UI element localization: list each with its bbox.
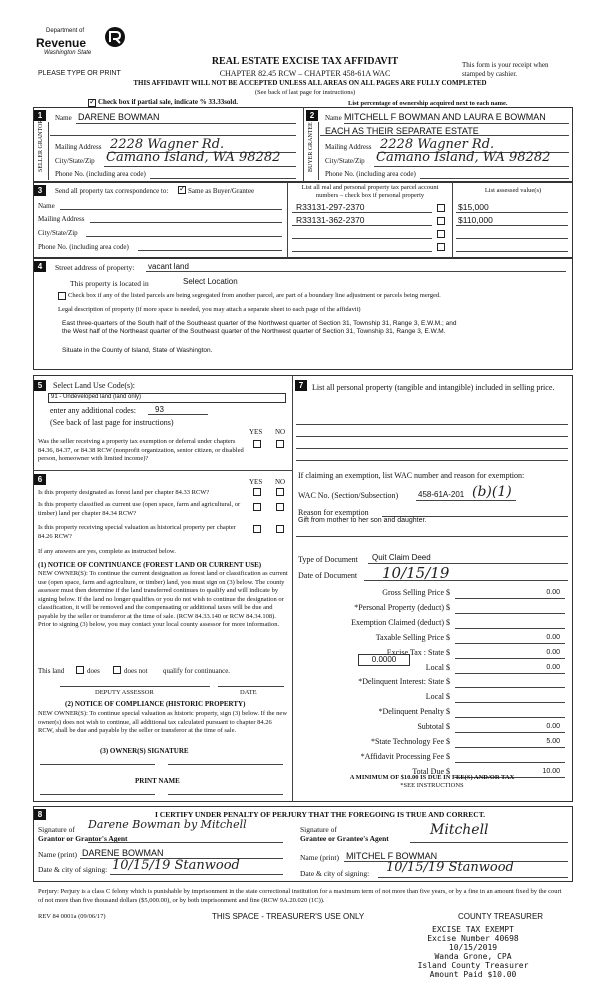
assessed-value[interactable]: $110,000 <box>458 215 493 225</box>
forest-yes-checkbox[interactable] <box>253 488 261 496</box>
segregated-checkbox[interactable] <box>58 292 66 300</box>
grantee-name[interactable]: MITCHEL F BOWMAN <box>346 851 438 861</box>
county-treasurer: COUNTY TREASURER <box>458 912 544 921</box>
legal-line-3[interactable]: Situate in the County of Island, State of Washington. <box>62 347 213 354</box>
form-chapter: CHAPTER 82.45 RCW – CHAPTER 458-61A WAC <box>219 69 391 78</box>
wac-number-label: WAC No. (Section/Subsection) <box>298 491 399 500</box>
corr-city-label: City/State/Zip <box>38 229 78 237</box>
fee-label: Exemption Claimed (deduct) $ <box>351 618 450 627</box>
located-label: This property is located in <box>70 279 149 288</box>
notice-compliance-text: NEW OWNER(S): To continue special valuation as historic property, sign (3) below. If the new owner(s) does not wish to continue, all additional tax calculated pursuant to chapter 84.26 RCW, shall be due and payable by the seller or transferor at the time of sale. <box>38 710 288 734</box>
fee-label: Local $ <box>425 692 450 701</box>
partial-sale-label: Check box if partial sale, indicate % 33.33sold. <box>98 98 239 106</box>
fee-label: *Delinquent Penalty $ <box>378 707 450 716</box>
grantor-name[interactable]: DARENE BOWMAN <box>82 848 164 858</box>
exemption-wac-label: If claiming an exemption, list WAC number and reason for exemption: <box>298 471 525 480</box>
form-warning: THIS AFFIDAVIT WILL NOT BE ACCEPTED UNLESS ALL AREAS ON ALL PAGES ARE FULLY COMPLETED <box>133 79 487 87</box>
type-or-print: PLEASE TYPE OR PRINT <box>38 70 121 77</box>
grantor-sig-label-1: Signature of <box>38 825 75 834</box>
section-2-badge: 2 <box>306 110 318 121</box>
land-use-label: Select Land Use Code(s): <box>53 381 135 390</box>
no-header: NO <box>275 428 286 436</box>
personal-property-checkbox[interactable] <box>437 204 445 212</box>
fee-label: Subtotal $ <box>417 722 450 731</box>
form-title: REAL ESTATE EXCISE TAX AFFIDAVIT <box>211 56 399 67</box>
does-label: does <box>87 667 100 675</box>
stamp-line: Amount Paid $10.00 <box>429 970 517 979</box>
current-use-yes-checkbox[interactable] <box>253 503 261 511</box>
grantee-date-label: Date & city of signing: <box>300 869 370 878</box>
corr-mailing-label: Mailing Address <box>38 215 85 223</box>
section-3-badge: 3 <box>34 185 46 196</box>
current-use-question: Is this property classified as current use (open space, farm and agricultural, or timber) land per chapter 84.34 RCW? <box>38 501 241 517</box>
corr-name-label: Name <box>38 202 55 210</box>
grantee-signature[interactable]: Mitchell <box>430 822 489 838</box>
current-use-no-checkbox[interactable] <box>276 503 284 511</box>
stamp-line: Wanda Grone, CPA <box>434 952 512 961</box>
revenue-logo-icon <box>104 26 126 48</box>
fee-value[interactable]: 0.00 <box>546 634 560 641</box>
parcel-header: List all real and personal property tax parcel account numbers – check box if personal property <box>301 184 439 199</box>
back-note: (See back of last page for instructions) <box>254 89 356 96</box>
yes-header: YES <box>249 428 263 436</box>
exemption-yes-checkbox[interactable] <box>253 440 261 448</box>
section-5-badge: 5 <box>34 380 46 391</box>
exemption-reason[interactable]: Gift from mother to her son and daughter. <box>298 517 427 524</box>
qualify-label: qualify for continuance. <box>163 667 231 675</box>
section-7-badge: 7 <box>295 380 307 391</box>
stamp-line: EXCISE TAX EXEMPT <box>432 925 514 934</box>
stamp-line: Island County Treasurer <box>417 961 529 970</box>
section-8-badge: 8 <box>34 809 46 820</box>
historic-no-checkbox[interactable] <box>276 525 284 533</box>
street-label: Street address of property: <box>55 263 135 272</box>
buyer-phone-label: Phone No. (including area code) <box>325 170 416 178</box>
buyer-city[interactable]: Camano Island, WA 98282 <box>376 150 551 165</box>
located-select[interactable]: Select Location <box>183 277 238 286</box>
this-land-label: This land <box>38 667 65 675</box>
fee-label: Local $ <box>425 663 450 672</box>
stamp-line: Excise Number 40698 <box>427 934 519 943</box>
parcel-number[interactable]: R33131-297-2370 <box>296 202 365 212</box>
certify-statement: I CERTIFY UNDER PENALTY OF PERJURY THAT THE FOREGOING IS TRUE AND CORRECT. <box>155 810 486 819</box>
legal-label: Legal description of property (if more space is needed, you may attach a separate sheet to each page of the affidavit) <box>58 306 361 313</box>
seller-mailing[interactable]: 2228 Wagner Rd. <box>110 137 225 152</box>
seller-name[interactable]: DARENE BOWMAN <box>78 112 160 122</box>
fee-value[interactable]: 10.00 <box>542 768 560 775</box>
fee-label: *Personal Property (deduct) $ <box>354 603 450 612</box>
dept-line: Department of <box>46 28 85 34</box>
fee-label: *Affidavit Processing Fee $ <box>360 752 450 761</box>
seller-mailing-label: Mailing Address <box>55 143 102 151</box>
personal-property-checkbox[interactable] <box>437 230 445 238</box>
fee-label: Taxable Selling Price $ <box>375 633 450 642</box>
doc-date[interactable]: 10/15/19 <box>382 564 450 582</box>
doc-type-label: Type of Document <box>298 555 358 564</box>
seller-name-label: Name <box>55 114 72 122</box>
fee-value[interactable]: 5.00 <box>546 738 560 745</box>
complete-note: If any answers are yes, complete as instructed below. <box>38 548 176 555</box>
print-name-label: PRINT NAME <box>135 777 180 785</box>
grantor-name-label: Name (print) <box>38 850 77 859</box>
receipt-note: This form is your receipt when stamped by cashier. <box>462 61 549 78</box>
notice-continuance-title: (1) NOTICE OF CONTINUANCE (FOREST LAND OR CURRENT USE) <box>38 561 262 569</box>
local-rate: 0.0000 <box>371 655 397 664</box>
buyer-name-label: Name <box>325 114 342 122</box>
grantor-signature[interactable]: Darene Bowman by Mitchell <box>88 818 247 831</box>
assessed-header: List assessed value(s) <box>484 187 542 194</box>
historic-yes-checkbox[interactable] <box>253 525 261 533</box>
grantor-sig-label-2: Grantor or Grantor's Agent <box>38 834 128 843</box>
partial-sale-checkbox[interactable]: ✓ <box>89 97 96 106</box>
section-4-badge: 4 <box>34 261 46 272</box>
wac-number[interactable]: 458-61A-201 <box>418 490 465 499</box>
parcel-number[interactable]: R33131-362-2370 <box>296 215 365 225</box>
does-checkbox[interactable] <box>76 666 84 674</box>
section-1-badge: 1 <box>34 110 46 121</box>
corr-phone-label: Phone No. (including area code) <box>38 243 129 251</box>
yes-header-6: YES <box>249 478 263 486</box>
fee-value[interactable]: 0.00 <box>546 664 560 671</box>
exemption-no-checkbox[interactable] <box>276 440 284 448</box>
dept-name: Revenue <box>36 36 87 50</box>
notice-continuance-text: NEW OWNER(S): To continue the current designation as forest land or classification as current use (open space, farm and agriculture, or timber) land, you must sign on (3) below. The county assessor must then determine if the land transferred continues to qualify and will indicate by signing below. If the land no longer qualifies or you do not wish to continue the designation or classification, it will be removed and the compensating or additional taxes will be due and payable by the seller or transferor at the time of sale. (RCW 84.33.140 or RCW 84.34.108). Prior to signing (3) below, you may contact your local county assessor for more information. <box>38 570 288 628</box>
fee-label: Excise Tax : State $ <box>386 648 450 657</box>
buyer-side-label: BUYER GRANTEE <box>308 122 314 172</box>
grantee-sig-label-2: Grantee or Grantee's Agent <box>300 834 389 843</box>
buyer-name-line1[interactable]: MITCHELL F BOWMAN AND LAURA E BOWMAN <box>344 112 546 122</box>
personal-property-checkbox[interactable] <box>437 243 445 251</box>
exemption-question: Was the seller receiving a property tax exemption or deferral under chapters 84.36, 84.37, or 84.38 RCW (nonprofit organization, senior citizen, or disabled person, homeowner with limited income)? <box>38 438 244 462</box>
land-use-code: 91 - Undeveloped land (land only) <box>51 394 142 400</box>
fee-label: Gross Selling Price $ <box>382 588 450 597</box>
minimum-due: A MINIMUM OF $10.00 IS DUE IN FEE(S) AND/OR TAX <box>349 774 515 781</box>
buyer-name-line2[interactable]: EACH AS THEIR SEPARATE ESTATE <box>325 126 479 136</box>
perjury-statement: Perjury: Perjury is a class C felony which is punishable by imprisonment in the state correctional institution for a maximum term of not more than five years, or by a fine in an amount fixed by the court of not more than five thousand dollars ($5,000.00), or by both imprisonment and fine (RCW 9A.20.020 (1C)). <box>38 888 562 904</box>
segregated-label: Check box if any of the listed parcels are being segregated from another parcel, are part of a boundary line adjustment or parcels being merged. <box>68 292 441 299</box>
fee-label: *Delinquent Interest: State $ <box>358 677 450 686</box>
stamp-line: 10/15/2019 <box>448 943 498 952</box>
assessed-value[interactable]: $15,000 <box>458 202 489 212</box>
personal-property-label: List all personal property (tangible and intangible) included in selling price. <box>312 383 555 392</box>
date-label: DATE <box>240 689 257 696</box>
street-address[interactable]: vacant land <box>148 262 189 271</box>
does-not-label: does not <box>124 667 148 675</box>
fee-value[interactable]: 0.00 <box>546 589 560 596</box>
notice-compliance-title: (2) NOTICE OF COMPLIANCE (HISTORIC PROPERTY) <box>65 700 246 708</box>
same-as-buyer-checkbox[interactable]: ✓ <box>179 184 186 193</box>
legal-line-1[interactable]: East three-quarters of the South half of the Southeast quarter of the Northwest quarter of Section 31, Township 31, Range 3, E.W.M.; and <box>62 320 457 327</box>
form-number: REV 84 0001a (09/06/17) <box>38 913 106 920</box>
dor-logo <box>34 24 130 64</box>
fee-label: *State Technology Fee $ <box>370 737 450 746</box>
deputy-assessor-label: DEPUTY ASSESSOR <box>95 689 154 696</box>
seller-city[interactable]: Camano Island, WA 98282 <box>106 150 281 165</box>
percent-note: List percentage of ownership acquired next to each name. <box>348 100 508 107</box>
grantee-name-label: Name (print) <box>300 853 339 862</box>
forest-land-question: Is this property designated as forest land per chapter 84.33 RCW? <box>38 489 210 496</box>
does-not-checkbox[interactable] <box>113 666 121 674</box>
see-back-note: (See back of last page for instructions) <box>50 418 174 427</box>
grantee-date-city[interactable]: 10/15/19 Stanwood <box>386 860 514 875</box>
same-as-buyer-label: Same as Buyer/Grantee <box>188 187 255 195</box>
no-header-6: NO <box>275 478 286 486</box>
personal-property-checkbox[interactable] <box>437 217 445 225</box>
seller-phone-label: Phone No. (including area code) <box>55 170 146 178</box>
grantor-date-city[interactable]: 10/15/19 Stanwood <box>112 858 240 873</box>
wac-subsection[interactable]: (b)(1) <box>472 484 512 500</box>
buyer-mailing-label: Mailing Address <box>325 143 372 151</box>
grantee-sig-label-1: Signature of <box>300 825 337 834</box>
section-6-badge: 6 <box>34 474 46 485</box>
see-instructions: *SEE INSTRUCTIONS <box>400 782 464 789</box>
fee-value[interactable]: 0.00 <box>546 723 560 730</box>
grantor-date-label: Date & city of signing: <box>38 865 108 874</box>
additional-codes[interactable]: 93 <box>155 405 164 414</box>
send-correspondence-label: Send all property tax correspondence to: <box>55 187 169 195</box>
seller-side-label: SELLER GRANTOR <box>38 119 44 172</box>
forest-no-checkbox[interactable] <box>276 488 284 496</box>
historic-question: Is this property receiving special valuation as historical property per chapter 84.26 RCW? <box>38 524 236 540</box>
treasurer-space: THIS SPACE - TREASURER'S USE ONLY <box>212 912 365 921</box>
doc-date-label: Date of Document <box>298 571 358 580</box>
owner-signature-label: (3) OWNER(S) SIGNATURE <box>100 747 189 755</box>
legal-line-2[interactable]: the West half of the Northeast quarter of the Southeast quarter of the Northwest quarter of Section 31, Township 31, Range 3, E.W.M. <box>62 328 446 335</box>
buyer-city-label: City/State/Zip <box>325 157 365 165</box>
fee-label: Total Due $ <box>412 767 450 776</box>
buyer-mailing[interactable]: 2228 Wagner Rd. <box>380 137 495 152</box>
seller-city-label: City/State/Zip <box>55 157 95 165</box>
reason-label: Reason for exemption <box>298 508 369 517</box>
fee-value[interactable]: 0.00 <box>546 649 560 656</box>
additional-codes-label: enter any additional codes: <box>50 406 136 415</box>
dept-state: Washington State <box>44 50 92 56</box>
doc-type[interactable]: Quit Claim Deed <box>372 553 431 562</box>
treasurer-stamp <box>398 925 548 979</box>
